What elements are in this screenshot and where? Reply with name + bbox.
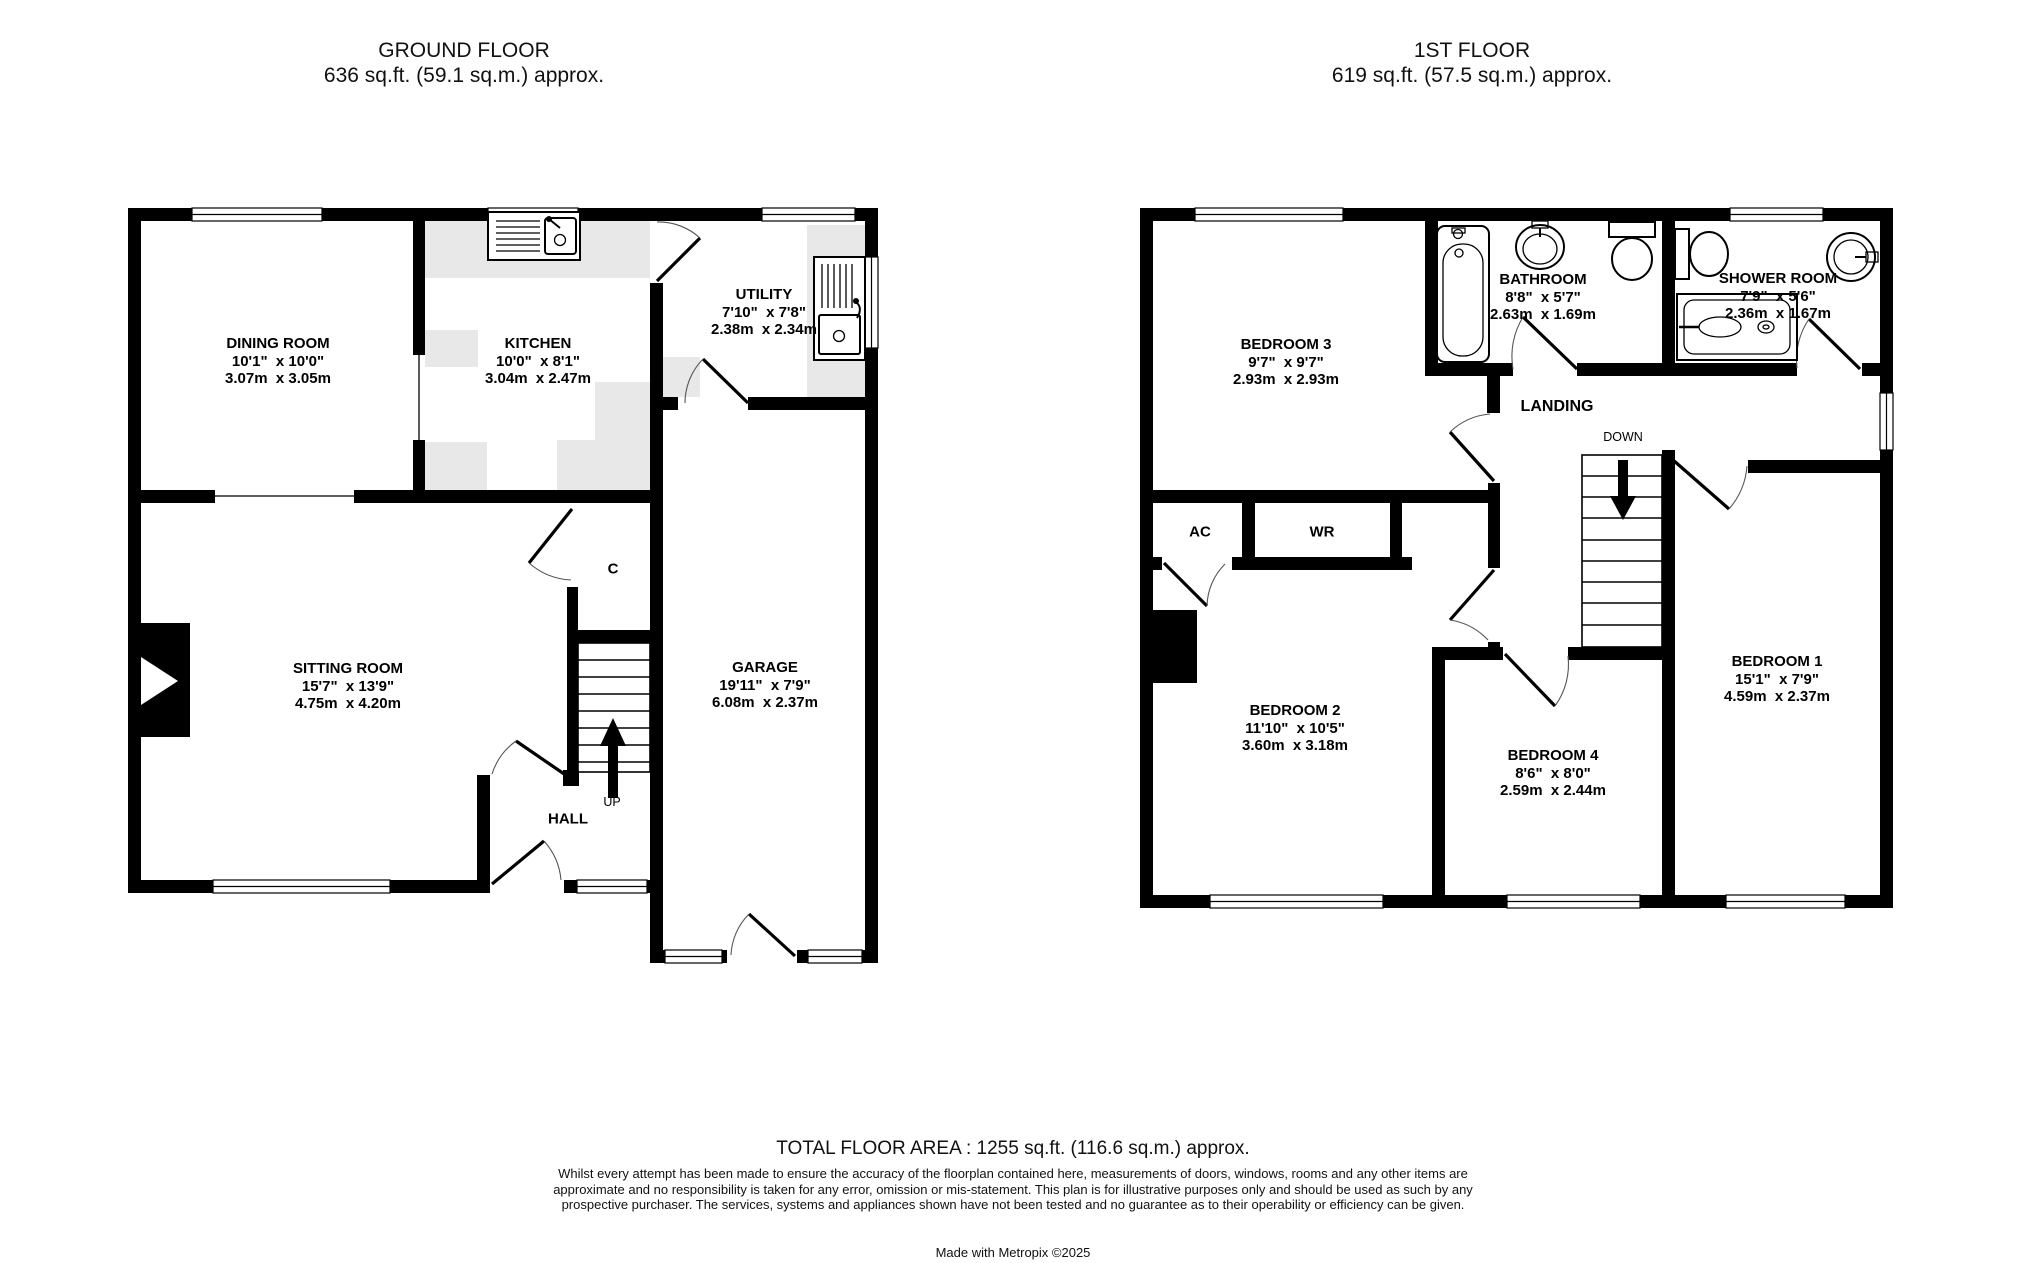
stairs-down <box>1582 455 1662 647</box>
bedroom1-side-window <box>1880 393 1893 450</box>
utility-top-window <box>762 208 855 221</box>
kitchen-counter-left-lower <box>425 442 487 490</box>
shower-room-window <box>1730 208 1823 221</box>
room-label-kitchen: KITCHEN 10'0" x 8'1" 3.04m x 2.47m <box>485 334 591 387</box>
sitting-window <box>213 880 390 893</box>
total-floor-area: TOTAL FLOOR AREA : 1255 sq.ft. (116.6 sq.m.) approx. <box>776 1138 1250 1159</box>
kitchen-sink-fixture <box>488 212 580 260</box>
room-label-bedroom2: BEDROOM 2 11'10" x 10'5" 3.60m x 3.18m <box>1242 701 1348 754</box>
utility-floor-corner <box>663 357 700 397</box>
bedroom2-chimney <box>1153 610 1197 683</box>
room-label-bathroom: BATHROOM 8'8" x 5'7" 2.63m x 1.69m <box>1490 270 1596 323</box>
bedroom3-door <box>1450 414 1494 481</box>
sitting-hall-door <box>492 741 570 778</box>
bathroom-sink-fixture <box>1516 221 1564 269</box>
front-door <box>492 841 561 884</box>
utility-sink-fixture <box>814 257 865 360</box>
bedroom3-window <box>1195 208 1343 221</box>
bedroom4-window <box>1507 895 1640 908</box>
bathroom-door <box>1512 317 1577 369</box>
label-hall: HALL <box>548 810 588 828</box>
label-airing-cupboard: AC <box>1189 523 1211 541</box>
label-cupboard: C <box>607 560 619 578</box>
ground-floor-title: GROUND FLOOR 636 sq.ft. (59.1 sq.m.) approx. <box>323 39 605 87</box>
room-label-dining: DINING ROOM 10'1" x 10'0" 3.07m x 3.05m <box>225 334 331 387</box>
bedroom1-window <box>1726 895 1845 908</box>
bathroom-toilet-fixture <box>1609 222 1655 280</box>
dining-window <box>192 208 322 221</box>
label-up: UP <box>603 795 621 809</box>
bathtub-fixture <box>1437 226 1489 362</box>
room-label-bedroom3: BEDROOM 3 9'7" x 9'7" 2.93m x 2.93m <box>1233 335 1339 388</box>
room-label-bedroom4: BEDROOM 4 8'6" x 8'0" 2.59m x 2.44m <box>1500 746 1606 799</box>
label-down: DOWN <box>1603 430 1643 444</box>
kitchen-counter-left-upper <box>425 330 478 367</box>
kitchen-counter-right-upper <box>595 382 650 440</box>
cupboard-door <box>529 509 572 580</box>
first-floor-area: 619 sq.ft. (57.5 sq.m.) approx. <box>1331 64 1613 87</box>
room-label-garage: GARAGE 19'11" x 7'9" 6.08m x 2.37m <box>712 658 818 711</box>
garage-door <box>731 914 795 956</box>
bedroom2-window <box>1210 895 1383 908</box>
garage-window-right <box>808 950 862 963</box>
hall-window <box>577 880 647 893</box>
utility-side-window <box>865 257 878 348</box>
room-label-shower-room: SHOWER ROOM 7'9" x 5'6" 2.36m x 1.67m <box>1718 269 1838 322</box>
bedroom4-door <box>1505 654 1568 706</box>
stairs-up <box>578 643 650 798</box>
bedroom2-door <box>1450 570 1494 640</box>
bedroom1-door <box>1673 460 1747 509</box>
disclaimer-text: Whilst every attempt has been made to ensure the accuracy of the floorplan contained here, measurements of doors, windows, rooms and any other items are approximate and no responsibility is taken for any error, omission or mis-statement. This plan is for illustrative purposes only and should be used as such by any prospective purchaser. The services, systems and appliances shown have not been tested and no guarantee as to their operability or efficiency can be given. <box>553 1166 1473 1213</box>
airing-cupboard-door <box>1164 563 1225 606</box>
first-floor-title: 1ST FLOOR 619 sq.ft. (57.5 sq.m.) approx. <box>1331 39 1613 87</box>
kitchen-utility-door <box>657 222 700 281</box>
ground-floor-area: 636 sq.ft. (59.1 sq.m.) approx. <box>323 64 605 87</box>
room-label-sitting: SITTING ROOM 15'7" x 13'9" 4.75m x 4.20m <box>293 659 403 712</box>
garage-window-left <box>665 950 722 963</box>
room-label-bedroom1: BEDROOM 1 15'1" x 7'9" 4.59m x 2.37m <box>1724 652 1830 705</box>
sitting-room-chimney <box>141 623 190 737</box>
shower-room-door <box>1797 319 1860 369</box>
label-landing: LANDING <box>1520 398 1594 415</box>
kitchen-counter-right-lower <box>557 440 650 490</box>
room-label-utility: UTILITY 7'10" x 7'8" 2.38m x 2.34m <box>711 285 817 338</box>
metropix-credit: Made with Metropix ©2025 <box>935 1245 1091 1260</box>
label-wardrobe: WR <box>1309 523 1335 541</box>
